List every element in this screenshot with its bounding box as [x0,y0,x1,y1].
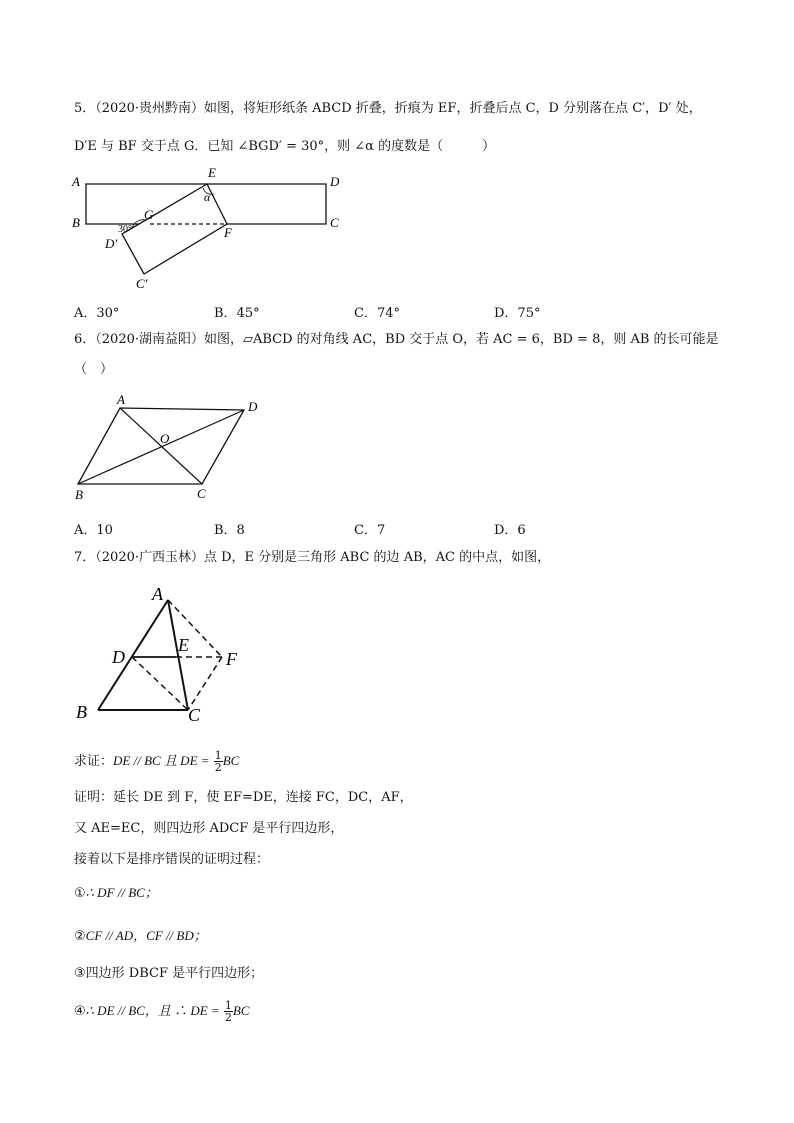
q7-step-4-frac-den: 2 [224,1011,232,1024]
q7-label-b: B [76,702,87,722]
q5-option-c[interactable]: C．74° [354,306,400,321]
q6-label-d: D [248,399,258,414]
q7-step-4-frac-num: 1 [224,999,232,1012]
q7-prove-frac-den: 2 [214,761,222,774]
q5-label-f: F [224,225,232,240]
q5-options [74,302,714,321]
q7-step-1-text: ∴ DF // BC； [85,885,158,900]
q7-step-3-text: 四边形 DBCF 是平行四边形； [85,966,264,981]
q6-label-o: O [160,431,170,446]
q7-prove-prefix: 求证： [74,754,114,769]
q7-prove-frac-num: 1 [214,749,222,762]
q7-step-4-text: ∴ DE // BC，且 ∴ DE = [85,1003,220,1018]
q7-step-1 [74,884,158,903]
q7-label-a: A [152,584,163,604]
q7-step-2-text: CF // AD，CF // BD； [85,928,207,943]
q5-label-30deg: 30° [118,224,132,235]
q7-label-c: C [188,705,201,725]
q7-step-4-number: ④ [74,1004,86,1019]
q5-label-c: C [330,215,339,230]
q6-option-a[interactable]: A．10 [74,523,113,538]
q6-figure [66,392,276,504]
q7-proof-line3: 接着以下是排序错误的证明过程： [74,852,270,867]
q7-proof-line2: 又 AE=EC，则四边形 ADCF 是平行四边形， [74,821,344,836]
q5-label-cprime: C′ [136,276,148,291]
q7-prove-statement: DE // BC 且 DE = [113,753,210,768]
q6-label-a: A [117,392,125,407]
q5-label-e: E [208,165,216,180]
q7-label-f: F [226,649,237,669]
q7-prove-suffix: BC [222,753,240,768]
q6-options [74,519,714,538]
q7-step-4-suffix: BC [232,1003,250,1018]
q5-option-a[interactable]: A．30° [74,306,120,321]
q7-label-d: D [112,647,125,667]
q5-label-g: G [144,207,154,222]
q7-stem-line1: 7．（2020·广西玉林）点 D，E 分别是三角形 ABC 的边 AB，AC 的中点，如图， [74,550,551,565]
q5-label-a: A [72,174,80,189]
q5-stem-line1: 5．（2020·贵州黔南）如图，将矩形纸条 ABCD 折叠，折痕为 EF，折叠后点 C，D 分别落在点 C′，D′ 处， [74,101,702,116]
q7-step-2-number: ② [74,929,86,944]
q5-label-alpha: α [204,190,211,204]
q6-option-c[interactable]: C．7 [354,523,386,538]
q7-figure [70,580,254,726]
q6-label-c: C [197,486,206,501]
q7-step-1-number: ① [74,886,86,901]
q7-prove-line [74,750,239,773]
q7-step-4-fraction [224,1000,233,1023]
q5-option-b[interactable]: B．45° [214,306,260,321]
q5-stem-line2: D′E 与 BF 交于点 G．已知 ∠BGD′ = 30°，则 ∠α 的度数是（ ） [74,139,496,154]
q7-step-3-number: ③ [74,966,86,981]
q7-step-2 [74,927,207,946]
q7-proof-line1: 证明：延长 DE 到 F，使 EF=DE，连接 FC，DC，AF， [74,790,413,805]
q6-stem-line1: 6．（2020·湖南益阳）如图，▱ABCD 的对角线 AC，BD 交于点 O，若 AC = 6，BD = 8，则 AB 的长可能是 [74,332,719,347]
q6-label-b: B [75,487,83,502]
q7-step-3 [74,965,263,983]
q6-option-d[interactable]: D．6 [494,523,526,538]
q5-option-d[interactable]: D．75° [494,306,541,321]
q7-prove-fraction [214,750,223,773]
q5-label-b: B [72,215,80,230]
q5-figure [66,164,356,296]
q7-step-4 [74,1000,249,1023]
q5-label-d: D [330,174,340,189]
q6-stem-line2: （ ） [74,362,114,377]
q6-option-b[interactable]: B．8 [214,523,245,538]
q7-label-e: E [178,635,189,655]
q5-label-dprime: D′ [105,236,118,251]
